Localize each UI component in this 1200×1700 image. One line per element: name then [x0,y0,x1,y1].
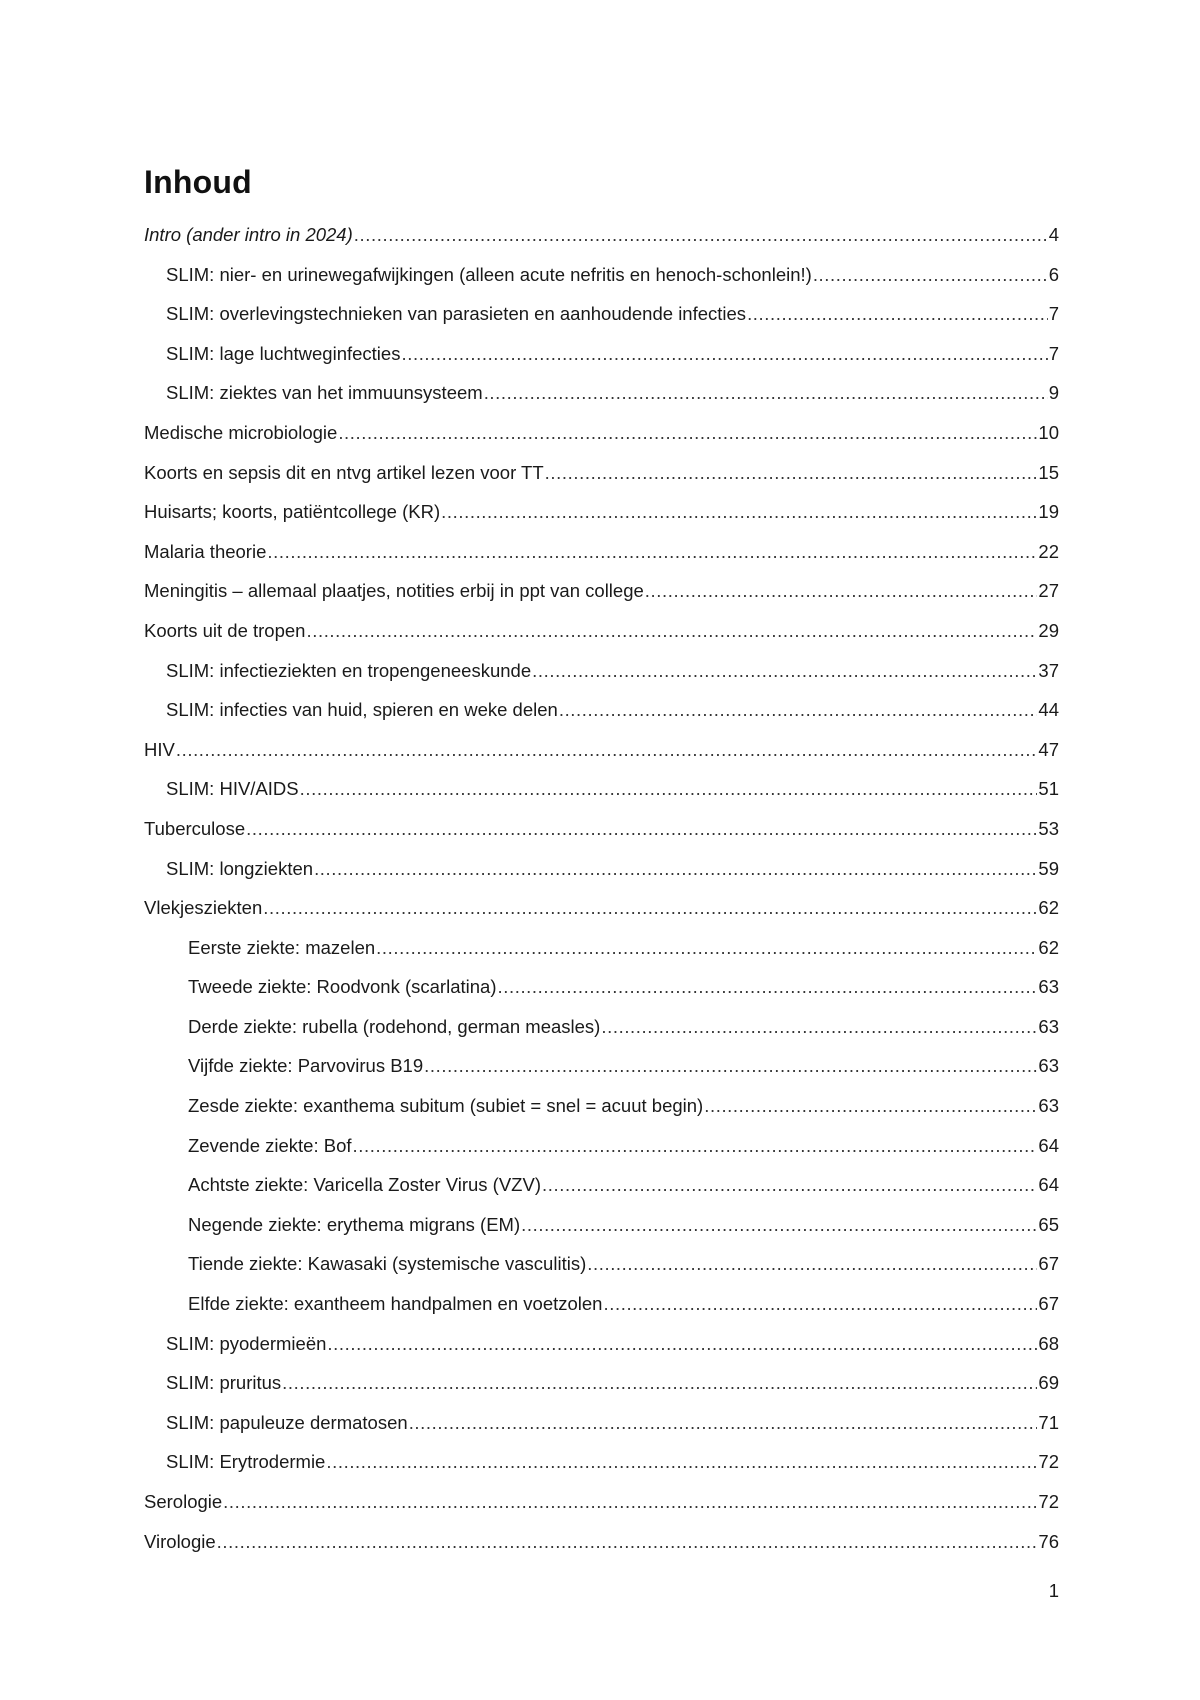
toc-dot-leader [559,690,1038,730]
toc-dot-leader [521,1205,1037,1245]
toc-entry-page-number[interactable]: 22 [1038,540,1059,562]
toc-dot-leader [497,967,1037,1007]
toc-entry-title[interactable]: Vlekjesziekten [144,897,263,919]
toc-entry-title[interactable]: SLIM: pyodermieën [166,1332,327,1354]
toc-entry-row[interactable] [144,611,1059,651]
toc-entry-title[interactable]: Huisarts; koorts, patiëntcollege (KR) [144,501,441,523]
toc-entry-title[interactable]: Serologie [144,1491,223,1512]
toc-entry-row[interactable] [144,1522,1059,1562]
toc-entry-page-number[interactable]: 15 [1038,461,1059,483]
toc-entry[interactable] [0,532,1200,572]
toc-entry-row[interactable] [144,730,1059,770]
toc-entry-page-number[interactable]: 44 [1038,699,1059,721]
toc-entry[interactable] [0,1205,1200,1245]
toc-entry-row[interactable] [166,1442,1059,1482]
toc-entry[interactable] [0,769,1200,809]
toc-entry-title[interactable]: Tweede ziekte: Roodvonk (scarlatina) [188,976,497,998]
toc-entry-page-number[interactable]: 64 [1038,1174,1059,1196]
toc-entry-row[interactable] [188,1086,1059,1126]
toc-entry-row[interactable] [166,255,1059,295]
toc-dot-leader [587,1244,1037,1284]
toc-entry-title[interactable]: Intro (ander intro in 2024) [144,224,353,245]
toc-entry-title[interactable]: Tuberculose [144,817,246,839]
toc-entry-title[interactable]: Meningitis – allemaal plaatjes, notities erbij in ppt van college [144,580,644,602]
toc-entry[interactable] [0,1086,1200,1126]
toc-entry[interactable] [0,928,1200,968]
toc-entry-row[interactable] [166,334,1059,374]
toc-entry-title[interactable]: Vijfde ziekte: Parvovirus B19 [188,1055,424,1077]
toc-entry-page-number[interactable]: 29 [1038,619,1059,641]
toc-entry-page-number[interactable]: 19 [1038,501,1059,523]
toc-entry-row[interactable] [144,888,1059,928]
toc-entry-page-number[interactable]: 9 [1048,382,1059,404]
toc-entry-page-number[interactable]: 63 [1038,1015,1059,1037]
toc-entry-row[interactable] [188,1244,1059,1284]
toc-entry-title[interactable]: SLIM: nier- en urinewegafwijkingen (alleen acute nefritis en henoch-schonlein!) [166,263,812,285]
toc-dot-leader [327,1324,1037,1364]
toc-entry[interactable] [0,1046,1200,1086]
toc-entry[interactable] [0,571,1200,611]
toc-entry[interactable] [0,849,1200,889]
toc-dot-leader [314,849,1037,889]
toc-dot-leader [300,769,1038,809]
toc-entry-page-number[interactable]: 63 [1038,1055,1059,1077]
toc-entry-title[interactable]: Koorts en sepsis dit en ntvg artikel lezen voor TT [144,461,544,483]
toc-dot-leader [246,809,1037,849]
toc-entry-title[interactable]: Achtste ziekte: Varicella Zoster Virus (VZV) [188,1174,541,1196]
toc-entry-page-number[interactable]: 47 [1038,738,1059,760]
toc-entry-page-number[interactable]: 72 [1038,1451,1059,1473]
table-of-contents [0,215,1200,1561]
toc-entry[interactable] [0,294,1200,334]
toc-entry-page-number[interactable]: 27 [1038,580,1059,602]
toc-entry[interactable] [0,1007,1200,1047]
toc-entry-page-number[interactable]: 64 [1038,1134,1059,1156]
toc-entry[interactable] [0,1244,1200,1284]
toc-entry-title[interactable]: Zevende ziekte: Bof [188,1134,352,1156]
toc-entry-row[interactable] [144,809,1059,849]
toc-dot-leader [542,1165,1037,1205]
toc-entry-row[interactable] [144,453,1059,493]
toc-entry-row[interactable] [188,1046,1059,1086]
toc-entry-page-number[interactable]: 37 [1038,659,1059,681]
toc-entry[interactable] [0,690,1200,730]
toc-dot-leader [338,413,1037,453]
toc-entry[interactable] [0,1522,1200,1562]
toc-entry-row[interactable] [166,1324,1059,1364]
toc-entry-title[interactable]: Tiende ziekte: Kawasaki (systemische vasculitis) [188,1253,587,1275]
toc-entry[interactable] [0,730,1200,770]
toc-entry[interactable] [0,1165,1200,1205]
toc-dot-leader [306,611,1037,651]
toc-entry[interactable] [0,1442,1200,1482]
toc-entry-page-number[interactable]: 65 [1038,1213,1059,1235]
toc-dot-leader [645,571,1038,611]
toc-entry-title[interactable]: Eerste ziekte: mazelen [188,936,376,958]
toc-entry-page-number[interactable]: 71 [1038,1411,1059,1433]
toc-entry-page-number[interactable]: 67 [1038,1253,1059,1275]
toc-entry-page-number[interactable]: 59 [1038,857,1059,879]
toc-entry-page-number[interactable]: 7 [1048,342,1059,364]
toc-dot-leader [326,1442,1037,1482]
toc-entry-row[interactable] [188,928,1059,968]
toc-entry[interactable] [0,1284,1200,1324]
toc-entry-row[interactable] [188,1126,1059,1166]
toc-entry[interactable] [0,334,1200,374]
toc-entry-title[interactable]: SLIM: infectieziekten en tropengeneeskunde [166,659,532,681]
toc-dot-leader [353,1126,1038,1166]
toc-entry[interactable] [0,453,1200,493]
toc-entry[interactable] [0,1363,1200,1403]
toc-entry-page-number[interactable]: 6 [1048,263,1059,285]
toc-entry[interactable] [0,1126,1200,1166]
toc-entry[interactable] [0,215,1200,255]
toc-entry-row[interactable] [166,373,1059,413]
toc-entry[interactable] [0,413,1200,453]
toc-entry-row[interactable] [188,967,1059,1007]
toc-dot-leader [176,730,1038,770]
toc-dot-leader [376,928,1037,968]
toc-entry[interactable] [0,255,1200,295]
toc-entry-page-number[interactable]: 7 [1048,303,1059,325]
toc-entry-title[interactable]: SLIM: ziektes van het immuunsysteem [166,382,483,404]
toc-entry[interactable] [0,611,1200,651]
toc-dot-leader [424,1046,1037,1086]
toc-entry-row[interactable] [166,651,1059,691]
toc-entry-page-number[interactable]: 69 [1038,1372,1059,1394]
toc-entry-title[interactable]: SLIM: longziekten [166,857,314,879]
toc-entry-page-number[interactable]: 62 [1038,936,1059,958]
toc-entry-page-number[interactable]: 53 [1038,817,1059,839]
toc-dot-leader [223,1482,1037,1522]
toc-entry-title[interactable]: Virologie [144,1530,216,1552]
toc-dot-leader [267,532,1037,572]
toc-entry-row[interactable] [188,1284,1059,1324]
toc-entry-row[interactable] [166,769,1059,809]
toc-dot-leader [484,373,1048,413]
toc-entry-title[interactable]: SLIM: Erytrodermie [166,1451,326,1473]
toc-entry-title[interactable]: Malaria theorie [144,540,267,562]
toc-entry-row[interactable] [144,1482,1059,1522]
toc-entry-page-number[interactable]: 62 [1038,897,1059,919]
toc-entry-row[interactable] [144,413,1059,453]
toc-dot-leader [747,294,1048,334]
toc-entry[interactable] [0,492,1200,532]
toc-entry-row[interactable] [166,1363,1059,1403]
toc-entry-title[interactable]: SLIM: infecties van huid, spieren en weke delen [166,699,558,721]
toc-entry-row[interactable] [166,849,1059,889]
toc-entry[interactable] [0,1482,1200,1522]
toc-entry-page-number[interactable]: 4 [1048,224,1059,245]
toc-entry[interactable] [0,373,1200,413]
toc-entry-title[interactable]: Elfde ziekte: exantheem handpalmen en voetzolen [188,1293,603,1315]
toc-entry-page-number[interactable]: 51 [1038,778,1059,800]
toc-entry-title[interactable]: Derde ziekte: rubella (rodehond, german measles) [188,1015,601,1037]
toc-entry-title[interactable]: SLIM: overlevingstechnieken van parasieten en aanhoudende infecties [166,303,747,325]
toc-entry-page-number[interactable]: 63 [1038,1095,1059,1117]
toc-entry-row[interactable] [166,690,1059,730]
page-number: 1 [1048,1580,1059,1601]
toc-entry-row[interactable] [144,492,1059,532]
toc-entry-row[interactable] [144,571,1059,611]
toc-entry-page-number[interactable]: 63 [1038,976,1059,998]
toc-entry-title[interactable]: SLIM: HIV/AIDS [166,778,299,800]
toc-dot-leader [704,1086,1037,1126]
toc-dot-leader [441,492,1037,532]
toc-dot-leader [603,1284,1037,1324]
toc-entry-title[interactable]: SLIM: pruritus [166,1372,282,1394]
toc-entry-page-number[interactable]: 68 [1038,1332,1059,1354]
toc-entry-title[interactable]: Koorts uit de tropen [144,619,306,641]
toc-entry-title[interactable]: SLIM: lage luchtweginfecties [166,342,401,364]
toc-entry-row[interactable] [188,1007,1059,1047]
toc-entry-row[interactable] [144,215,1059,255]
toc-entry-title[interactable]: HIV [144,738,175,760]
toc-entry[interactable] [0,651,1200,691]
toc-entry-page-number[interactable]: 72 [1038,1491,1059,1512]
toc-dot-leader [354,215,1048,255]
toc-entry[interactable] [0,888,1200,928]
toc-entry-row[interactable] [188,1165,1059,1205]
toc-dot-leader [813,255,1048,295]
toc-dot-leader [532,651,1037,691]
toc-entry-page-number[interactable]: 67 [1038,1293,1059,1315]
toc-entry-row[interactable] [144,532,1059,572]
toc-entry[interactable] [0,967,1200,1007]
toc-entry[interactable] [0,809,1200,849]
toc-entry-page-number[interactable]: 10 [1038,421,1059,443]
toc-dot-leader [401,334,1047,374]
toc-entry-row[interactable] [188,1205,1059,1245]
toc-entry-row[interactable] [166,1403,1059,1443]
toc-heading: Inhoud [144,164,252,200]
toc-entry-title[interactable]: Zesde ziekte: exanthema subitum (subiet = snel = acuut begin) [188,1095,704,1117]
toc-entry-page-number[interactable]: 76 [1038,1530,1059,1552]
toc-dot-leader [545,453,1038,493]
toc-entry[interactable] [0,1324,1200,1364]
toc-dot-leader [263,888,1037,928]
toc-entry[interactable] [0,1403,1200,1443]
toc-dot-leader [409,1403,1038,1443]
toc-entry-title[interactable]: Medische microbiologie [144,421,338,443]
toc-dot-leader [282,1363,1037,1403]
toc-dot-leader [217,1522,1038,1562]
toc-dot-leader [601,1007,1037,1047]
toc-entry-title[interactable]: Negende ziekte: erythema migrans (EM) [188,1213,521,1235]
toc-entry-title[interactable]: SLIM: papuleuze dermatosen [166,1411,408,1433]
toc-entry-row[interactable] [166,294,1059,334]
